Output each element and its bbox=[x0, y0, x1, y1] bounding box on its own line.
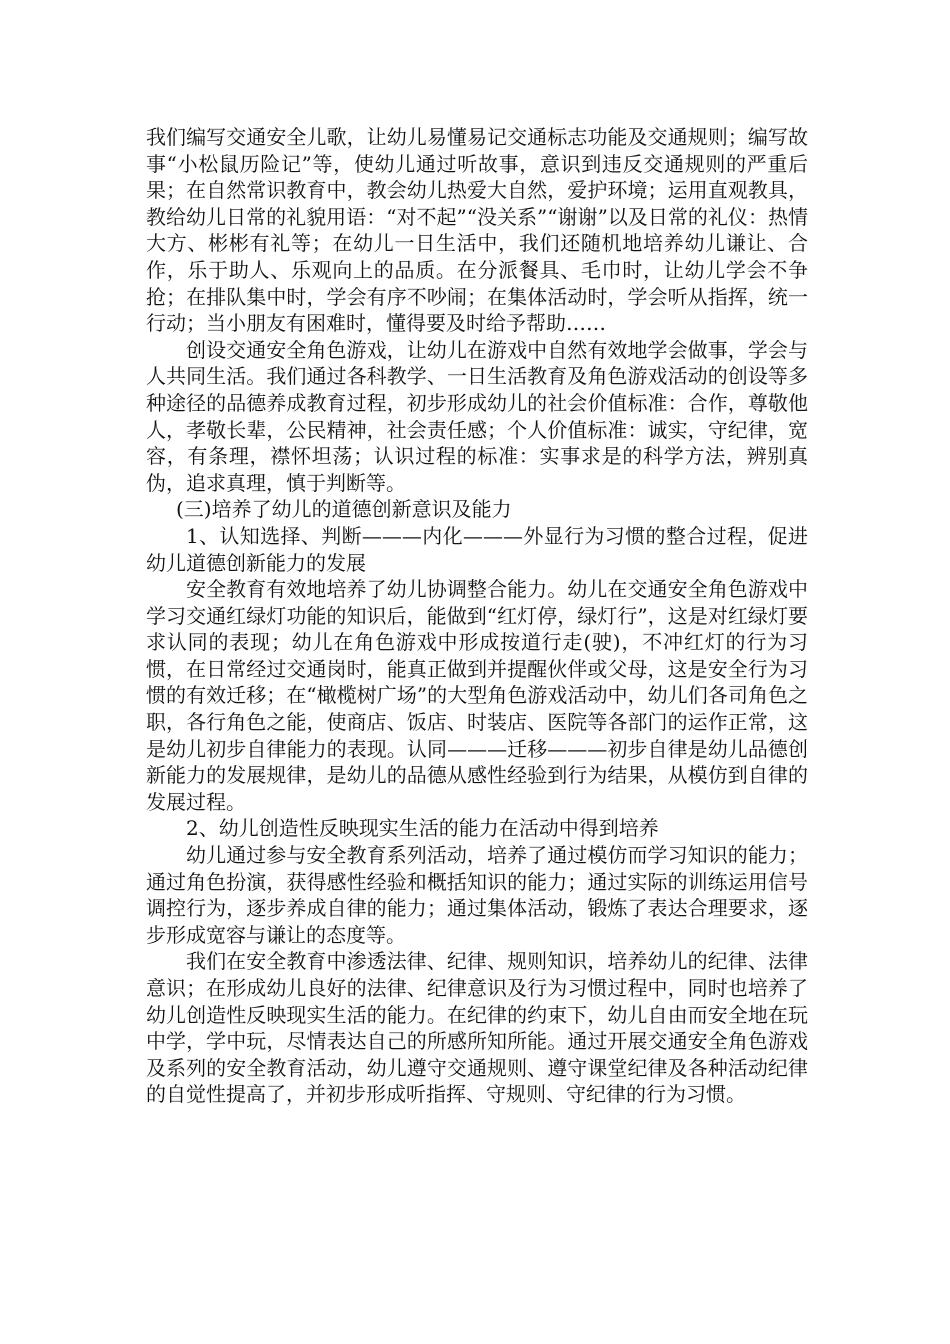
subheading-two: 2、幼儿创造性反映现实生活的能力在活动中得到培养 bbox=[186, 816, 659, 841]
paragraph-integration-ability: 安全教育有效地培养了幼儿协调整合能力。幼儿在交通安全角色游戏中学习交通红绿灯功能的知识后，能做到“红灯停，绿灯行”，这是对红绿灯要求认同的表现；幼儿在角色游戏中形成按道行走(驶)，不冲红灯的行为习惯，在日常经过交通岗时，能真正做到并提醒伙伴或父母，这是安全行为习惯的有效迁移；在“橄榄树广场”的大型角色游戏活动中，幼儿们各司角色之职，各行角色之能，使商店、饭店、时装店、医院等各部门的运作正常，这是幼儿初步自律能力的表现。认同———迁移———初步自律是幼儿品德创新能力的发展规律，是幼儿的品德从感性经验到行为结果，从模仿到自律的发展过程。 bbox=[146, 577, 808, 814]
subheading-one: 1、认知选择、判断———内化———外显行为习惯的整合过程，促进幼儿道德创新能力的发展 bbox=[146, 523, 808, 575]
document-body bbox=[146, 124, 808, 1108]
section-heading-three: (三)培养了幼儿的道德创新意识及能力 bbox=[176, 497, 512, 522]
paragraph-discipline-awareness: 我们在安全教育中渗透法律、纪律、规则知识，培养幼儿的纪律、法律意识；在形成幼儿良好的法律、纪律意识及行为习惯过程中，同时也培养了幼儿创造性反映现实生活的能力。在纪律的约束下，幼儿自由而安全地在玩中学，学中玩，尽情表达自己的所感所知所能。通过开展交通安全角色游戏及系列的安全教育活动，幼儿遵守交通规则、遵守课堂纪律及各种活动纪律的自觉性提高了，并初步形成听指挥、守规则、守纪律的行为习惯。 bbox=[146, 949, 808, 1107]
paragraph-learning-abilities: 幼儿通过参与安全教育系列活动，培养了通过模仿而学习知识的能力；通过角色扮演，获得感性经验和概括知识的能力；通过实际的训练运用信号调控行为，逐步养成自律的能力；通过集体活动，锻炼了表达合理要求，逐步形成宽容与谦让的态度等。 bbox=[146, 843, 808, 947]
paragraph-role-play-games: 创设交通安全角色游戏，让幼儿在游戏中自然有效地学会做事，学会与人共同生活。我们通过各科教学、一日生活教育及角色游戏活动的创设等多种途径的品德养成教育过程，初步形成幼儿的社会价值标准：合作，尊敬他人，孝敬长辈，公民精神，社会责任感；个人价值标准：诚实，守纪律，宽容，有条理，襟怀坦荡；认识过程的标准：实事求是的科学方法，辨别真伪，追求真理，慎于判断等。 bbox=[146, 337, 808, 495]
paragraph-moral-education-methods: 我们编写交通安全儿歌，让幼儿易懂易记交通标志功能及交通规则；编写故事“小松鼠历险记”等，使幼儿通过听故事，意识到违反交通规则的严重后果；在自然常识教育中，教会幼儿热爱大自然，爱护环境；运用直观教具，教给幼儿日常的礼貌用语：“对不起”“没关系”“谢谢”以及日常的礼仪：热情大方、彬彬有礼等；在幼儿一日生活中，我们还随机地培养幼儿谦让、合作，乐于助人、乐观向上的品质。在分派餐具、毛巾时，让幼儿学会不争抢；在排队集中时，学会有序不吵闹；在集体活动时，学会听从指挥，统一行动；当小朋友有困难时，懂得要及时给予帮助…… bbox=[146, 125, 808, 336]
